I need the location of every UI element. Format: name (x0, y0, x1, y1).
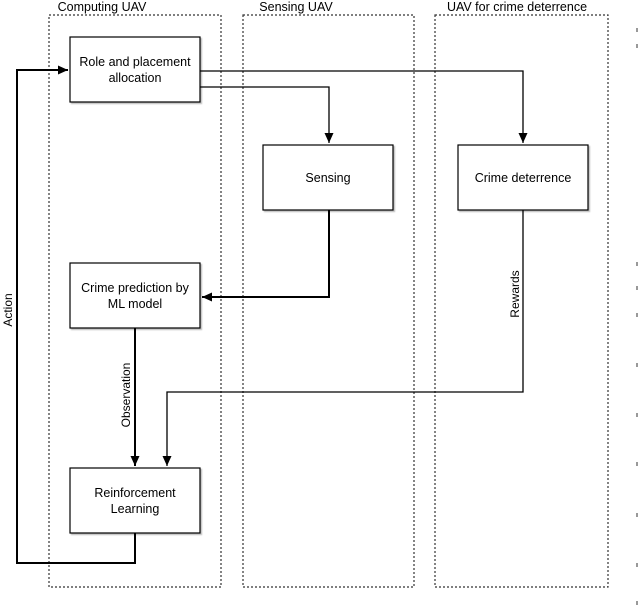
computing-uav-label: Computing UAV (57, 0, 147, 14)
crime-deterrence-uav-label: UAV for crime deterrence (446, 0, 588, 14)
observation-edge-label: Observation (119, 362, 133, 428)
reinforcement-learning-label-line1: Reinforcement (94, 486, 176, 500)
node-crime-prediction (70, 263, 200, 328)
role-placement-allocation-box (70, 37, 200, 102)
role-placement-allocation-label-line2: allocation (108, 71, 162, 85)
crime-prediction-box (70, 263, 200, 328)
role-placement-allocation-label-line1: Role and placement (79, 55, 191, 69)
crime-prediction-label-line1: Crime prediction by (81, 281, 189, 295)
node-role-placement-allocation (70, 37, 200, 102)
reinforcement-learning-label-line2: Learning (110, 502, 160, 516)
node-crime-deterrence (458, 145, 588, 210)
crime-prediction-label-line2: ML model (107, 297, 163, 311)
rewards-edge-label: Rewards (508, 270, 522, 318)
sensing-label: Sensing (305, 171, 351, 185)
crime-deterrence-label: Crime deterrence (474, 171, 572, 185)
node-sensing (263, 145, 393, 210)
action-edge-label: Action (1, 293, 15, 327)
sensing-uav-label: Sensing UAV (259, 0, 333, 14)
node-reinforcement-learning (70, 468, 200, 533)
reinforcement-learning-box (70, 468, 200, 533)
edge-role-to-deterrence (200, 71, 523, 143)
edge-role-to-sensing (200, 87, 329, 143)
